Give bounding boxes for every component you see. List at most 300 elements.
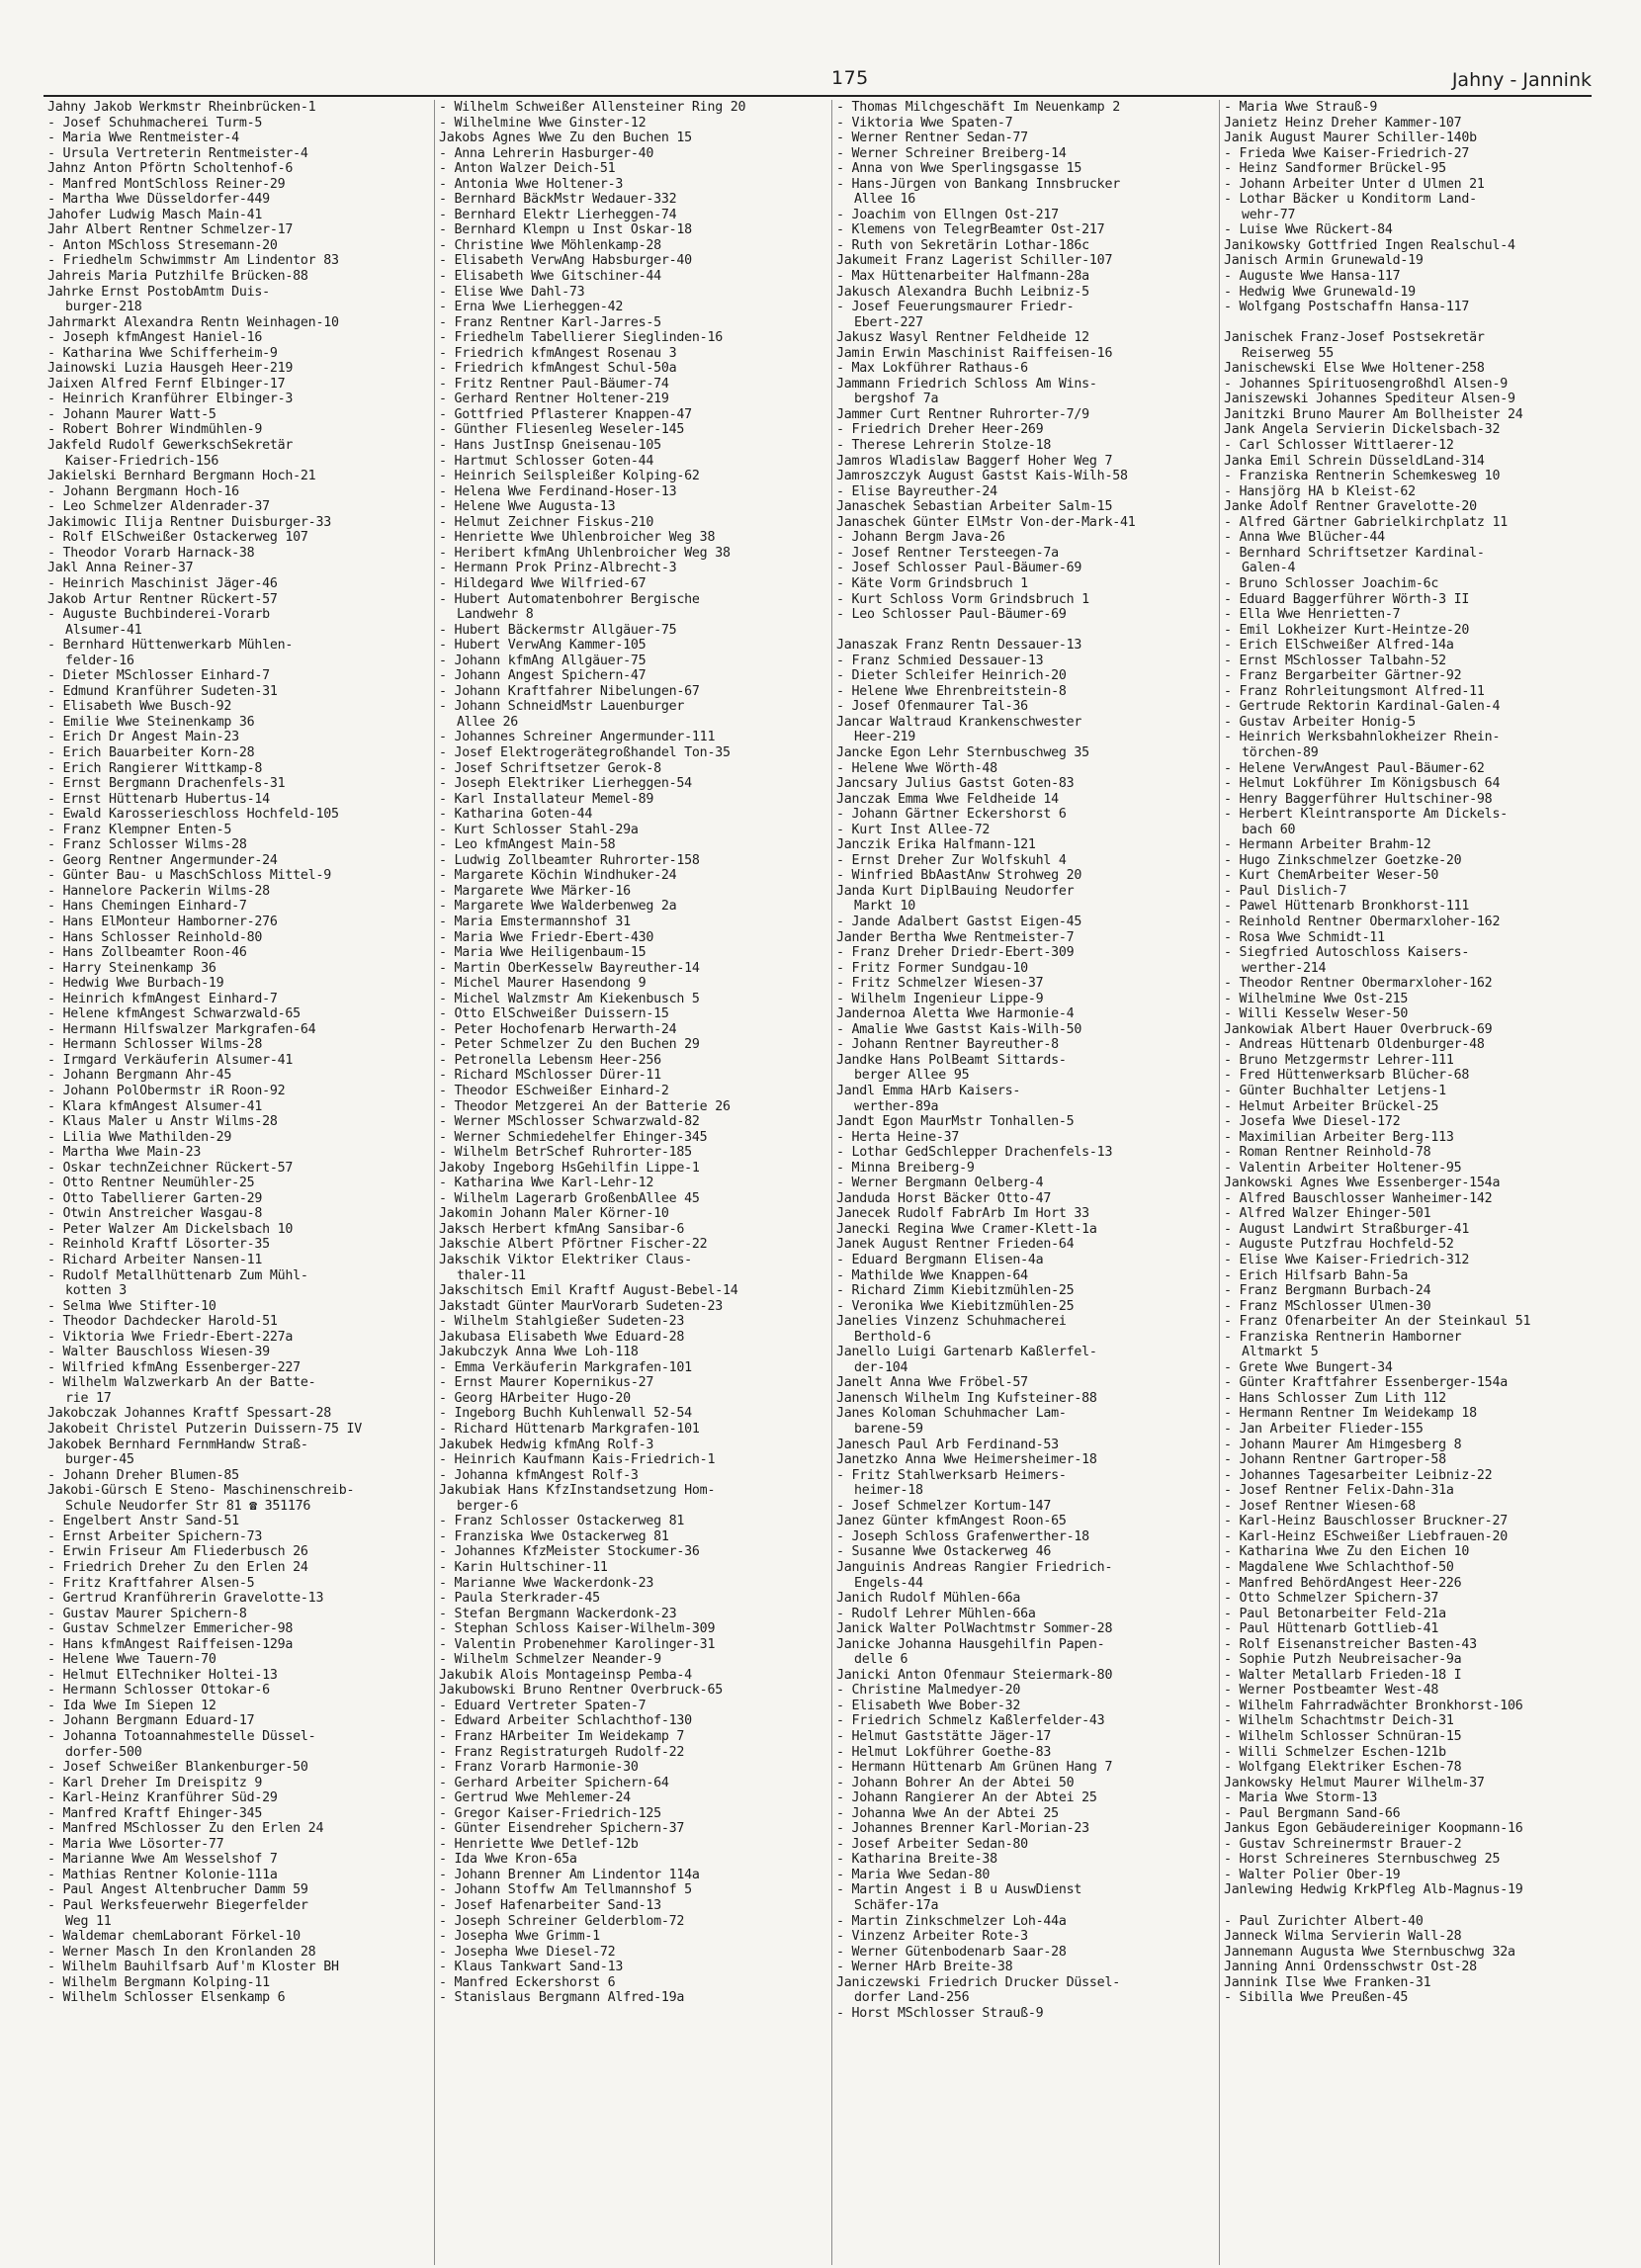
directory-entry (1224, 668, 1588, 684)
entry-line: - Waldemar chemLaborant Förkel-10 (47, 1929, 301, 1945)
directory-entry (836, 1438, 1215, 1453)
directory-entry (836, 699, 1215, 715)
entry-line: - Friedrich Dreher Heer-269 (836, 422, 1044, 438)
entry-line: - Siegfried Autoschloss Kaisers- (1224, 945, 1470, 961)
entry-line: - Martin OberKesselw Bayreuther-14 (439, 960, 700, 976)
entry-line: Janitzki Bruno Maurer Am Bollheister 24 (1224, 406, 1523, 422)
entry-line: - Oskar technZeichner Rückert-57 (47, 1160, 294, 1176)
directory-entry (1224, 1314, 1588, 1330)
directory-entry (47, 1206, 430, 1222)
directory-entry (836, 837, 1215, 853)
entry-line: - Hermann Hilfswalzer Markgrafen-64 (47, 1021, 316, 1037)
directory-entry (47, 1084, 430, 1099)
entry-line: - Edward Arbeiter Schlachthof-130 (439, 1713, 692, 1729)
directory-entry (47, 930, 430, 946)
directory-entry (439, 1544, 827, 1560)
entry-line: - Vinzenz Arbeiter Rote-3 (836, 1929, 1028, 1945)
entry-line: - Bernhard Hüttenwerkarb Mühlen- (47, 638, 294, 654)
directory-entry (47, 1837, 430, 1853)
directory-entry (47, 269, 430, 285)
entry-line: - Herta Heine-37 (836, 1129, 960, 1145)
entry-line: - Robert Bohrer Windmühlen-9 (47, 422, 263, 438)
entry-line: - Elise Bayreuther-24 (836, 483, 997, 499)
entry-line: - Theodor Metzgerei An der Batterie 26 (439, 1098, 731, 1114)
entry-line: Jahrke Ernst PostobAmtm Duis- (47, 284, 270, 300)
directory-entry (1224, 1621, 1588, 1637)
directory-entry (439, 684, 827, 700)
directory-entry (47, 1975, 430, 1991)
directory-entry (836, 1914, 1215, 1930)
entry-line: - Hans Chemingen Einhard-7 (47, 899, 247, 915)
directory-entry (836, 2006, 1215, 2022)
entry-line: - Wilhelm Schmelzer Neander-9 (439, 1652, 661, 1668)
directory-entry (836, 208, 1215, 223)
entry-line: - Alfred Walzer Ehinger-501 (1224, 1206, 1431, 1222)
directory-entry (836, 1283, 1215, 1299)
directory-entry (836, 853, 1215, 869)
directory-entry (836, 1699, 1215, 1714)
directory-entry (1224, 161, 1588, 177)
entry-line: Janek August Rentner Frieden-64 (836, 1237, 1075, 1253)
directory-entry (836, 1391, 1215, 1407)
directory-entry (1224, 837, 1588, 853)
entry-line: - Heinrich Seilspleißer Kolping-62 (439, 469, 700, 484)
directory-entry (1224, 1882, 1588, 1898)
entry-continuation: Kaiser-Friedrich-156 (65, 453, 219, 469)
entry-line: - Johann Gärtner Eckershorst 6 (836, 807, 1067, 823)
entry-line: - Sibilla Wwe Preußen-45 (1224, 1990, 1409, 2006)
entry-line: - Valentin Probenehmer Karolinger-31 (439, 1636, 716, 1652)
entry-line: Janez Günter kfmAngest Roon-65 (836, 1514, 1067, 1529)
directory-entry (439, 1345, 827, 1360)
entry-line: - Selma Wwe Stifter-10 (47, 1298, 216, 1314)
entry-line: - Johann Kraftfahrer Nibelungen-67 (439, 683, 700, 699)
entry-line: - Johann Bergmann Eduard-17 (47, 1713, 255, 1729)
directory-entry (836, 1406, 1215, 1437)
directory-entry (47, 1438, 430, 1468)
directory-entry (836, 592, 1215, 608)
entry-line: - Gottfried Pflasterer Knappen-47 (439, 406, 692, 422)
entry-line: - Auguste Buchbinderei-Vorarb (47, 607, 270, 623)
entry-line: - Friedrich kfmAngest Rosenau 3 (439, 345, 677, 361)
entry-line: - Josef Rentner Felix-Dahn-31a (1224, 1483, 1454, 1499)
entry-line: Jakubczyk Anna Wwe Loh-118 (439, 1345, 639, 1360)
entry-line: Jandke Hans PolBeamt Sittards- (836, 1052, 1067, 1068)
directory-entry (47, 377, 430, 393)
directory-entry (47, 407, 430, 423)
entry-line: - Maria Wwe Heiligenbaum-15 (439, 945, 647, 961)
directory-entry (1224, 1745, 1588, 1761)
entry-line: - Ingeborg Buchh Kuhlenwall 52-54 (439, 1406, 692, 1422)
directory-entry (836, 1529, 1215, 1545)
entry-line: - Valentin Arbeiter Holtener-95 (1224, 1160, 1462, 1176)
entry-line: Jakobeit Christel Putzerin Duissern-75 IV (47, 1422, 362, 1438)
entry-line: - Georg HArbeiter Hugo-20 (439, 1390, 631, 1406)
entry-line: - Elisabeth Wwe Bober-32 (836, 1698, 1021, 1713)
entry-line: - Leo Schmelzer Aldenrader-37 (47, 499, 270, 515)
directory-entry (1224, 853, 1588, 869)
directory-entry (439, 177, 827, 193)
entry-line: - Fred Hüttenwerksarb Blücher-68 (1224, 1068, 1470, 1084)
directory-entry (439, 1330, 827, 1346)
directory-entry (1224, 1468, 1588, 1484)
directory-entry (836, 1006, 1215, 1022)
directory-entry (1224, 1299, 1588, 1315)
entry-line: - Ernst Arbeiter Spichern-73 (47, 1528, 263, 1544)
entry-line: Janka Emil Schrein DüsseldLand-314 (1224, 453, 1485, 469)
entry-continuation: Schäfer-17a (854, 1897, 939, 1913)
directory-entry (47, 208, 430, 223)
entry-line: Jakielski Bernhard Bergmann Hoch-21 (47, 469, 316, 484)
directory-entry (47, 346, 430, 362)
directory-entry (439, 1637, 827, 1653)
directory-entry (836, 469, 1215, 484)
entry-continuation: Galen-4 (1242, 561, 1296, 576)
entry-line: - Theodor ESchweißer Einhard-2 (439, 1084, 669, 1098)
entry-line: - Josef Schuhmacherei Turm-5 (47, 115, 263, 131)
directory-entry (439, 1222, 827, 1238)
directory-entry (439, 1452, 827, 1468)
entry-line: - Werner Gütenbodenarb Saar-28 (836, 1944, 1067, 1960)
directory-entry (439, 1621, 827, 1637)
directory-entry (1224, 1037, 1588, 1053)
entry-line: - Lothar GedSchlepper Drachenfels-13 (836, 1145, 1113, 1161)
entry-line: Janikowsky Gottfried Ingen Realschul-4 (1224, 237, 1515, 253)
entry-line: - Richard Hüttenarb Markgrafen-101 (439, 1422, 700, 1438)
directory-entry (47, 1161, 430, 1177)
directory-entry (47, 285, 430, 315)
directory-entry (47, 1699, 430, 1714)
directory-entry (439, 1037, 827, 1053)
entry-continuation: Ebert-227 (854, 314, 923, 330)
entry-line: - Maria Wwe Storm-13 (1224, 1790, 1378, 1806)
directory-entry (439, 1990, 827, 2006)
entry-line: - Helene VerwAngest Paul-Bäumer-62 (1224, 760, 1485, 776)
entry-line: - Klaus Maler u Anstr Wilms-28 (47, 1114, 278, 1130)
entry-line: - Ernst Maurer Kopernikus-27 (439, 1375, 654, 1391)
directory-entry (439, 546, 827, 562)
directory-entry (836, 1022, 1215, 1038)
directory-entry (1224, 1960, 1588, 1975)
entry-line: Janduda Horst Bäcker Otto-47 (836, 1190, 1052, 1206)
entry-line: - Auguste Wwe Hansa-117 (1224, 269, 1401, 285)
directory-entry (47, 961, 430, 977)
entry-continuation: Engels-44 (854, 1575, 923, 1591)
directory-entry (1224, 607, 1588, 623)
entry-line: Janello Luigi Gartenarb Kaßlerfel- (836, 1345, 1097, 1360)
entry-line: - Frieda Wwe Kaiser-Friedrich-27 (1224, 145, 1470, 161)
directory-entry (836, 546, 1215, 562)
entry-line: - Helena Wwe Ferdinand-Hoser-13 (439, 483, 677, 499)
entry-line: - Hans Zollbeamter Roon-46 (47, 945, 247, 961)
directory-entry (439, 930, 827, 946)
directory-entry (1224, 1713, 1588, 1729)
entry-line: - Anton MSchloss Stresemann-20 (47, 237, 278, 253)
entry-line: Jahr Albert Rentner Schmelzer-17 (47, 222, 294, 238)
entry-line: - Josef Feuerungsmaurer Friedr- (836, 300, 1075, 315)
directory-entry (47, 1483, 430, 1514)
entry-line: Jaksch Herbert kfmAng Sansibar-6 (439, 1221, 685, 1237)
entry-line: Jakl Anna Reiner-37 (47, 561, 194, 576)
entry-line: - Klara kfmAngest Alsumer-41 (47, 1098, 263, 1114)
directory-entry (1224, 300, 1588, 315)
entry-line: - Joseph Elektriker Lierheggen-54 (439, 776, 692, 792)
directory-entry (439, 1960, 827, 1975)
directory-entry (439, 654, 827, 669)
directory-entry (836, 1191, 1215, 1207)
directory-entry (1224, 1438, 1588, 1453)
entry-line: - Franziska Rentnerin Schemkesweg 10 (1224, 469, 1501, 484)
directory-entry (439, 100, 827, 116)
directory-entry (439, 407, 827, 423)
entry-line: - Josef Hafenarbeiter Sand-13 (439, 1897, 661, 1913)
entry-line: - Martin Zinkschmelzer Loh-44a (836, 1913, 1067, 1929)
entry-line: - Helene Wwe Ehrenbreitstein-8 (836, 683, 1067, 699)
entry-line: - Erich Rangierer Wittkamp-8 (47, 760, 263, 776)
entry-line: - Joseph kfmAngest Haniel-16 (47, 330, 263, 346)
directory-entry (439, 1253, 827, 1283)
entry-line: - Josef Schweißer Blankenburger-50 (47, 1760, 308, 1776)
entry-line: - Johann SchneidMstr Lauenburger (439, 699, 685, 715)
directory-entry (47, 837, 430, 853)
entry-line: Janiczewski Friedrich Drucker Düssel- (836, 1974, 1120, 1990)
directory-entry (836, 1468, 1215, 1499)
entry-line: Jakstadt Günter MaurVorarb Sudeten-23 (439, 1298, 723, 1314)
entry-line: - Carl Schlosser Wittlaerer-12 (1224, 438, 1454, 454)
entry-line: - Eduard Bergmann Elisen-4a (836, 1253, 1044, 1268)
directory-entry (1224, 1145, 1588, 1161)
entry-line: - Bruno Schlosser Joachim-6c (1224, 575, 1439, 591)
directory-entry (836, 1237, 1215, 1253)
entry-line: - Johann Bergmann Hoch-16 (47, 483, 239, 499)
directory-entry (1224, 1990, 1588, 2006)
directory-entry (836, 484, 1215, 500)
directory-entry (836, 1514, 1215, 1529)
directory-entry (439, 915, 827, 930)
entry-line: - Erna Wwe Lierheggen-42 (439, 300, 624, 315)
entry-line: Jammann Friedrich Schloss Am Wins- (836, 376, 1097, 392)
directory-entry (1224, 1514, 1588, 1529)
entry-line: Jancar Waltraud Krankenschwester (836, 714, 1082, 730)
directory-entry (439, 116, 827, 131)
entry-line: Janecek Rudolf FabrArb Im Hort 33 (836, 1206, 1089, 1222)
directory-entry (836, 1114, 1215, 1130)
directory-entry (47, 1299, 430, 1315)
entry-line: Jakschie Albert Pförtner Fischer-22 (439, 1237, 708, 1253)
entry-line: - Franz HArbeiter Im Weidekamp 7 (439, 1728, 685, 1744)
directory-entry (836, 1637, 1215, 1668)
entry-line: - Theodor Dachdecker Harold-51 (47, 1314, 278, 1330)
entry-continuation: werther-214 (1242, 960, 1327, 976)
directory-entry (47, 853, 430, 869)
entry-line: - Dieter MSchlosser Einhard-7 (47, 668, 270, 684)
entry-line: - Ruth von Sekretärin Lothar-186c (836, 237, 1089, 253)
directory-entry (836, 515, 1215, 531)
entry-line: - Edmund Kranführer Sudeten-31 (47, 683, 278, 699)
directory-entry (47, 730, 430, 745)
entry-line: - Friedhelm Tabellierer Sieglinden-16 (439, 330, 723, 346)
directory-entry (47, 546, 430, 562)
directory-entry (836, 654, 1215, 669)
entry-line: - Franz Schlosser Wilms-28 (47, 837, 247, 853)
entry-line: - Ida Wwe Kron-65a (439, 1852, 577, 1868)
entry-line: - Franz Schlosser Ostackerweg 81 (439, 1514, 685, 1529)
directory-entry (1224, 192, 1588, 222)
entry-line: - Sophie Putzh Neubreisacher-9a (1224, 1652, 1462, 1668)
entry-line: - Josef Rentner Tersteegen-7a (836, 545, 1059, 561)
entry-line: - Paul Dislich-7 (1224, 883, 1347, 899)
directory-entry (47, 1868, 430, 1883)
directory-entry (1224, 1652, 1588, 1668)
entry-line: - Lothar Bäcker u Konditorm Land- (1224, 192, 1477, 208)
directory-entry (47, 868, 430, 884)
directory-entry (1224, 761, 1588, 777)
directory-entry (439, 1607, 827, 1622)
directory-entry (1224, 407, 1588, 423)
directory-entry (47, 745, 430, 761)
entry-line (836, 623, 1215, 639)
entry-line: - Max Lokführer Rathaus-6 (836, 361, 1028, 377)
entry-line: - Walter Metallarb Frieden-18 I (1224, 1667, 1462, 1683)
page-header (43, 65, 1592, 97)
directory-entry (47, 238, 430, 254)
directory-entry (1224, 530, 1588, 546)
directory-entry (1224, 253, 1588, 269)
entry-line: - Wolfgang Elektriker Eschen-78 (1224, 1760, 1462, 1776)
directory-entry (439, 1068, 827, 1084)
directory-entry (1224, 1683, 1588, 1699)
directory-entry (47, 100, 430, 116)
entry-line: Jancsary Julius Gastst Goten-83 (836, 776, 1075, 792)
directory-entry (1224, 1206, 1588, 1222)
entry-line: - Johanna Wwe An der Abtei 25 (836, 1805, 1059, 1821)
directory-entry (439, 300, 827, 315)
entry-line: - Karl-Heinz Bauschlosser Bruckner-27 (1224, 1514, 1508, 1529)
entry-continuation: berger Allee 95 (854, 1068, 970, 1084)
entry-line: - Johannes Spirituosengroßhdl Alsen-9 (1224, 376, 1508, 392)
entry-line: - Elise Wwe Kaiser-Friedrich-312 (1224, 1253, 1470, 1268)
directory-entry (439, 1191, 827, 1207)
entry-line: - Klaus Tankwart Sand-13 (439, 1960, 624, 1975)
directory-entry (439, 1283, 827, 1299)
directory-entry (47, 1514, 430, 1529)
entry-line: - Rudolf Metallhüttenarb Zum Mühl- (47, 1267, 308, 1283)
directory-entry (836, 1345, 1215, 1375)
entry-line: Janning Anni Ordensschwstr Ost-28 (1224, 1960, 1477, 1975)
directory-entry (47, 131, 430, 146)
directory-entry (836, 116, 1215, 131)
entry-continuation: burger-218 (65, 300, 142, 315)
entry-line: - Hedwig Wwe Burbach-19 (47, 976, 224, 992)
directory-entry (47, 438, 430, 469)
directory-entry (836, 1084, 1215, 1114)
directory-entry (1224, 638, 1588, 654)
directory-entry (47, 177, 430, 193)
directory-entry (47, 1360, 430, 1376)
entry-continuation: Alsumer-41 (65, 622, 142, 638)
directory-entry (439, 992, 827, 1007)
directory-entry (47, 1621, 430, 1637)
entry-line: - Ursula Vertreterin Rentmeister-4 (47, 145, 308, 161)
directory-entry (439, 192, 827, 208)
entry-line: - Georg Rentner Angermunder-24 (47, 852, 278, 868)
entry-line: - Friedrich Schmelz Kaßlerfelder-43 (836, 1713, 1105, 1729)
directory-entry (439, 269, 827, 285)
directory-entry (1224, 992, 1588, 1007)
entry-continuation: bergshof 7a (854, 392, 939, 407)
entry-line: - Friedrich kfmAngest Schul-50a (439, 361, 677, 377)
entry-line: - Klemens von TelegrBeamter Ost-217 (836, 222, 1105, 238)
entry-line: - Andreas Hüttenarb Oldenburger-48 (1224, 1037, 1485, 1053)
entry-line: - Willi Schmelzer Eschen-121b (1224, 1744, 1446, 1760)
directory-entry (47, 222, 430, 238)
entry-line: - Fritz Schmelzer Wiesen-37 (836, 976, 1044, 992)
entry-line: - Stephan Schloss Kaiser-Wilhelm-309 (439, 1621, 716, 1637)
entry-line: Janich Rudolf Mühlen-66a (836, 1591, 1021, 1607)
entry-continuation: barene-59 (854, 1422, 923, 1438)
directory-entry (47, 1375, 430, 1406)
directory-entry (1224, 1375, 1588, 1391)
entry-continuation: dorfer Land-256 (854, 1990, 970, 2006)
entry-line: - Antonia Wwe Holtener-3 (439, 176, 624, 192)
entry-line: - Karl Installateur Memel-89 (439, 791, 654, 807)
directory-entry (1224, 915, 1588, 930)
directory-entry (439, 1652, 827, 1668)
entry-line: - Katharina Wwe Karl-Lehr-12 (439, 1176, 654, 1191)
directory-entry (439, 438, 827, 454)
entry-line: - Anna von Wwe Sperlingsgasse 15 (836, 161, 1082, 177)
entry-line (1224, 315, 1588, 331)
entry-line: - Günter Buchhalter Letjens-1 (1224, 1084, 1446, 1098)
entry-line: - Johann kfmAng Allgäuer-75 (439, 653, 647, 668)
entry-line: - Hubert Bäckermstr Allgäuer-75 (439, 622, 677, 638)
directory-entry (47, 530, 430, 546)
directory-entry (439, 638, 827, 654)
entry-line: - Werner MSchlosser Schwarzwald-82 (439, 1114, 700, 1130)
entry-line: - Helmut Gaststätte Jäger-17 (836, 1728, 1052, 1744)
directory-entry (47, 1637, 430, 1653)
entry-line: - Wilhelm Schweißer Allensteiner Ring 20 (439, 100, 746, 115)
entry-line: Janaszak Franz Rentn Dessauer-13 (836, 638, 1082, 654)
entry-line: - Kurt ChemArbeiter Weser-50 (1224, 868, 1439, 884)
entry-line: - Richard Zimm Kiebitzmühlen-25 (836, 1283, 1075, 1299)
entry-line: - Josef Ofenmaurer Tal-36 (836, 699, 1028, 715)
directory-entry (47, 638, 430, 668)
directory-entry (1224, 131, 1588, 146)
directory-entry (1224, 438, 1588, 454)
directory-entry (1224, 1929, 1588, 1945)
directory-entry (47, 1607, 430, 1622)
entry-line: - Heribert kfmAng Uhlenbroicher Weg 38 (439, 545, 731, 561)
entry-line: - Werner Schreiner Breiberg-14 (836, 145, 1067, 161)
directory-entry (47, 361, 430, 377)
directory-entry (1224, 1191, 1588, 1207)
entry-line: - Paul Hüttenarb Gottlieb-41 (1224, 1621, 1439, 1637)
entry-line: - Johann Maurer Am Himgesberg 8 (1224, 1437, 1462, 1452)
entry-line: - Peter Hochofenarb Herwarth-24 (439, 1021, 677, 1037)
entry-line: Jamroszczyk August Gastst Kais-Wilh-58 (836, 469, 1128, 484)
directory-entry (439, 1776, 827, 1791)
directory-entry (1224, 1837, 1588, 1853)
entry-line: - Horst MSchlosser Strauß-9 (836, 2005, 1044, 2021)
directory-entry (439, 454, 827, 470)
entry-line: - Walter Bauschloss Wiesen-39 (47, 1345, 270, 1360)
directory-entry (836, 1975, 1215, 2006)
entry-line: - Franz Klempner Enten-5 (47, 822, 232, 837)
directory-entry (47, 823, 430, 838)
entry-line: - Gregor Kaiser-Friedrich-125 (439, 1805, 661, 1821)
directory-entry (1224, 1790, 1588, 1806)
